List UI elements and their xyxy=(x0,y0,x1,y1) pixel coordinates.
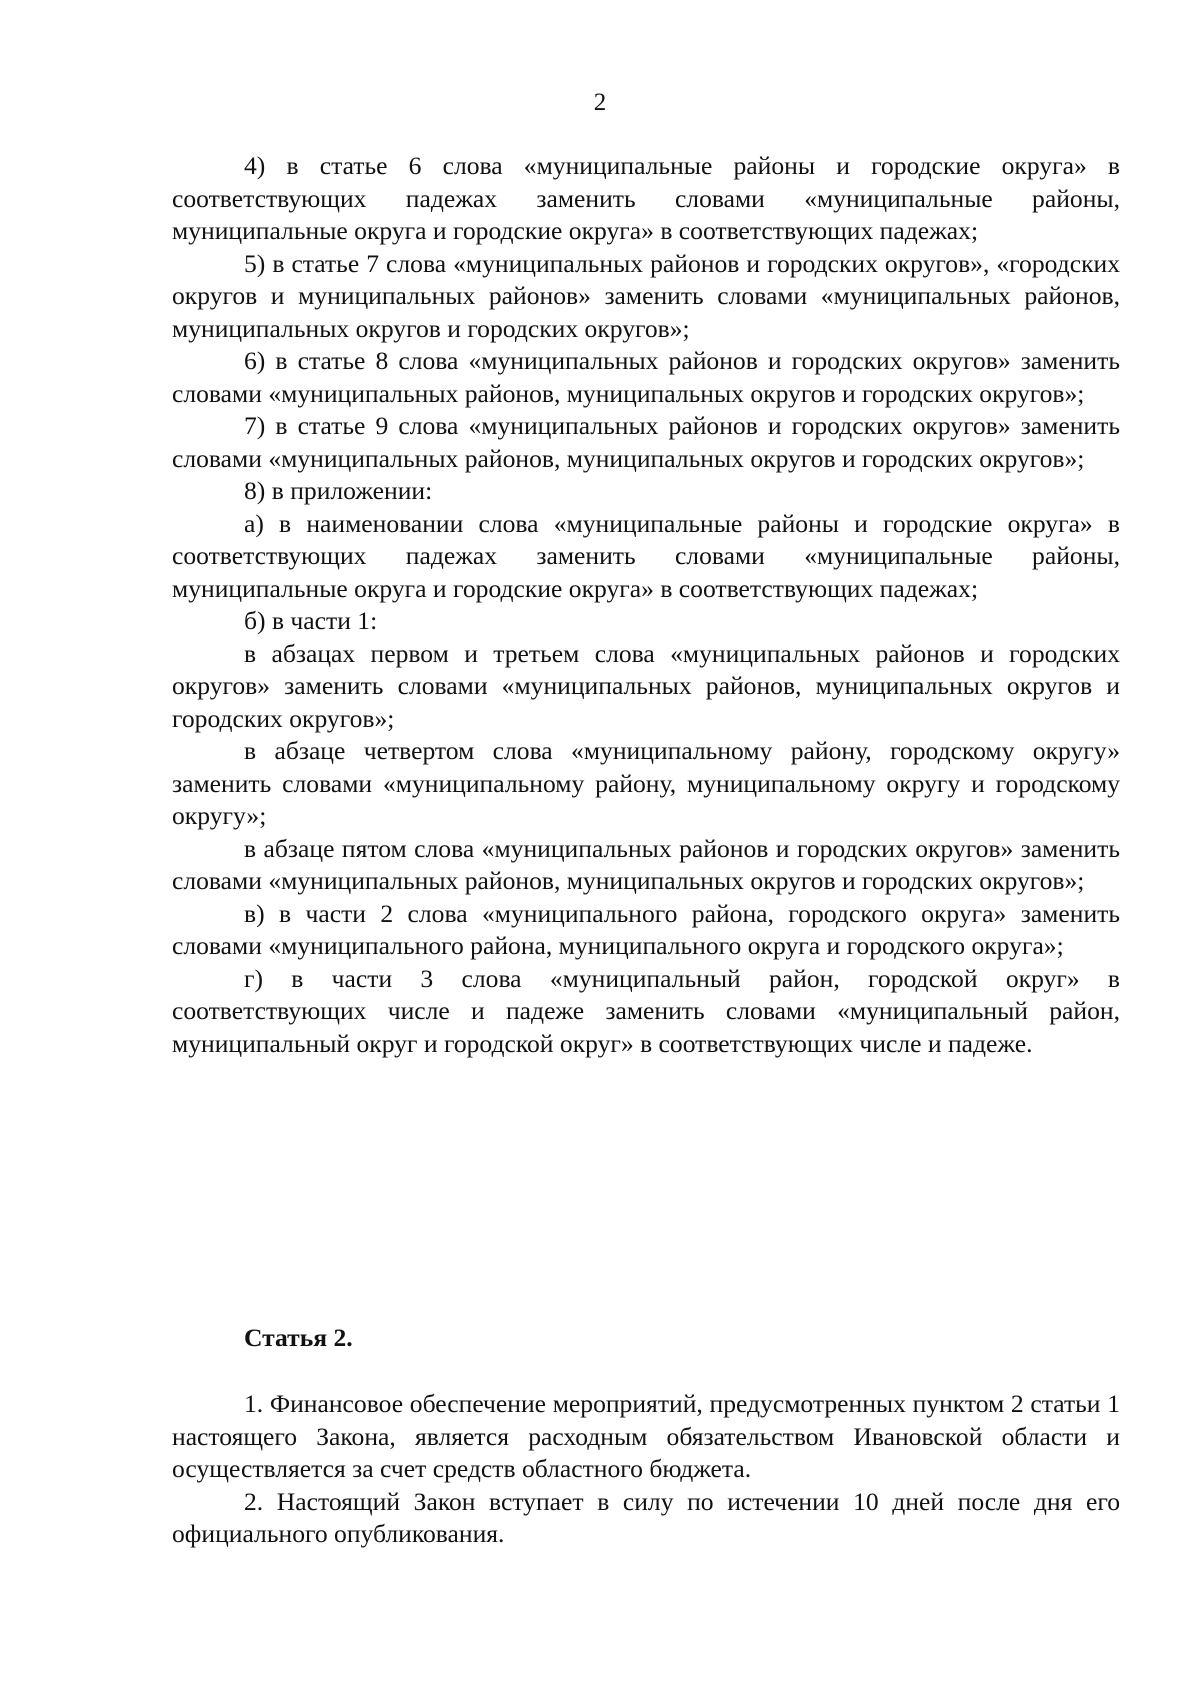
paragraph-subitem-a: а) в наименовании слова «муниципальные районы и городские округа» в соответствующих падежах заменить словами «муниципальные районы, муниципальные округа и городские округа» в соответствующих падежах; xyxy=(172,508,1120,603)
paragraph-abzac-4: в абзаце четвертом слова «муниципальному району, городскому округу» заменить словами «муниципальному району, муниципальному округу и городскому округу»; xyxy=(172,736,1120,830)
paragraph-item-8: 8) в приложении: xyxy=(244,476,433,505)
paragraph-subitem-g: г) в части 3 слова «муниципальный район, городской округ» в соответствующих числе и падеже заменить словами «муниципальный район, муниципальный округ и городской округ» в соответствующих числе и падеже. xyxy=(172,963,1120,1058)
paragraph-subitem-b: б) в части 1: xyxy=(244,606,378,635)
paragraph-item-6: 6) в статье 8 слова «муниципальных районов и городских округов» заменить словами «муниципальных районов, муниципальных округов и городских округов»; xyxy=(172,346,1120,408)
paragraph-abzac-1-3: в абзацах первом и третьем слова «муниципальных районов и городских округов» заменить словами «муниципальных районов, муниципальных округов и городских округов»; xyxy=(172,638,1120,733)
paragraph-item-5: 5) в статье 7 слова «муниципальных районов и городских округов», «городских округов и муниципальных районов» заменить словами «муниципальных районов, муниципальных округов и городских округов»; xyxy=(172,248,1120,343)
article-paragraph-1: 1. Финансовое обеспечение мероприятий, предусмотренных пунктом 2 статьи 1 настоящего Закона, является расходным обязательством Ивановской области и осуществляется за счет средств областного бюджета. xyxy=(172,1389,1120,1483)
paragraph-subitem-v: в) в части 2 слова «муниципального района, городского округа» заменить словами «муниципального района, муниципального округа и городского округа»; xyxy=(172,898,1120,960)
article-heading: Статья 2. xyxy=(244,1323,353,1352)
page-number: 2 xyxy=(593,89,607,116)
article-body xyxy=(172,1388,1120,1551)
article-paragraph-2: 2. Настоящий Закон вступает в силу по истечении 10 дней после дня его официального опубликования. xyxy=(172,1486,1120,1548)
paragraph-item-7: 7) в статье 9 слова «муниципальных районов и городских округов» заменить словами «муниципальных районов, муниципальных округов и городских округов»; xyxy=(172,411,1120,473)
paragraph-abzac-5: в абзаце пятом слова «муниципальных районов и городских округов» заменить словами «муниципальных районов, муниципальных округов и городских округов»; xyxy=(172,833,1120,895)
amendments-list xyxy=(172,150,1120,1060)
paragraph-item-4: 4) в статье 6 слова «муниципальные районы и городские округа» в соответствующих падежах заменить словами «муниципальные районы, муниципальные округа и городские округа» в соответствующих падежах; xyxy=(172,151,1120,245)
